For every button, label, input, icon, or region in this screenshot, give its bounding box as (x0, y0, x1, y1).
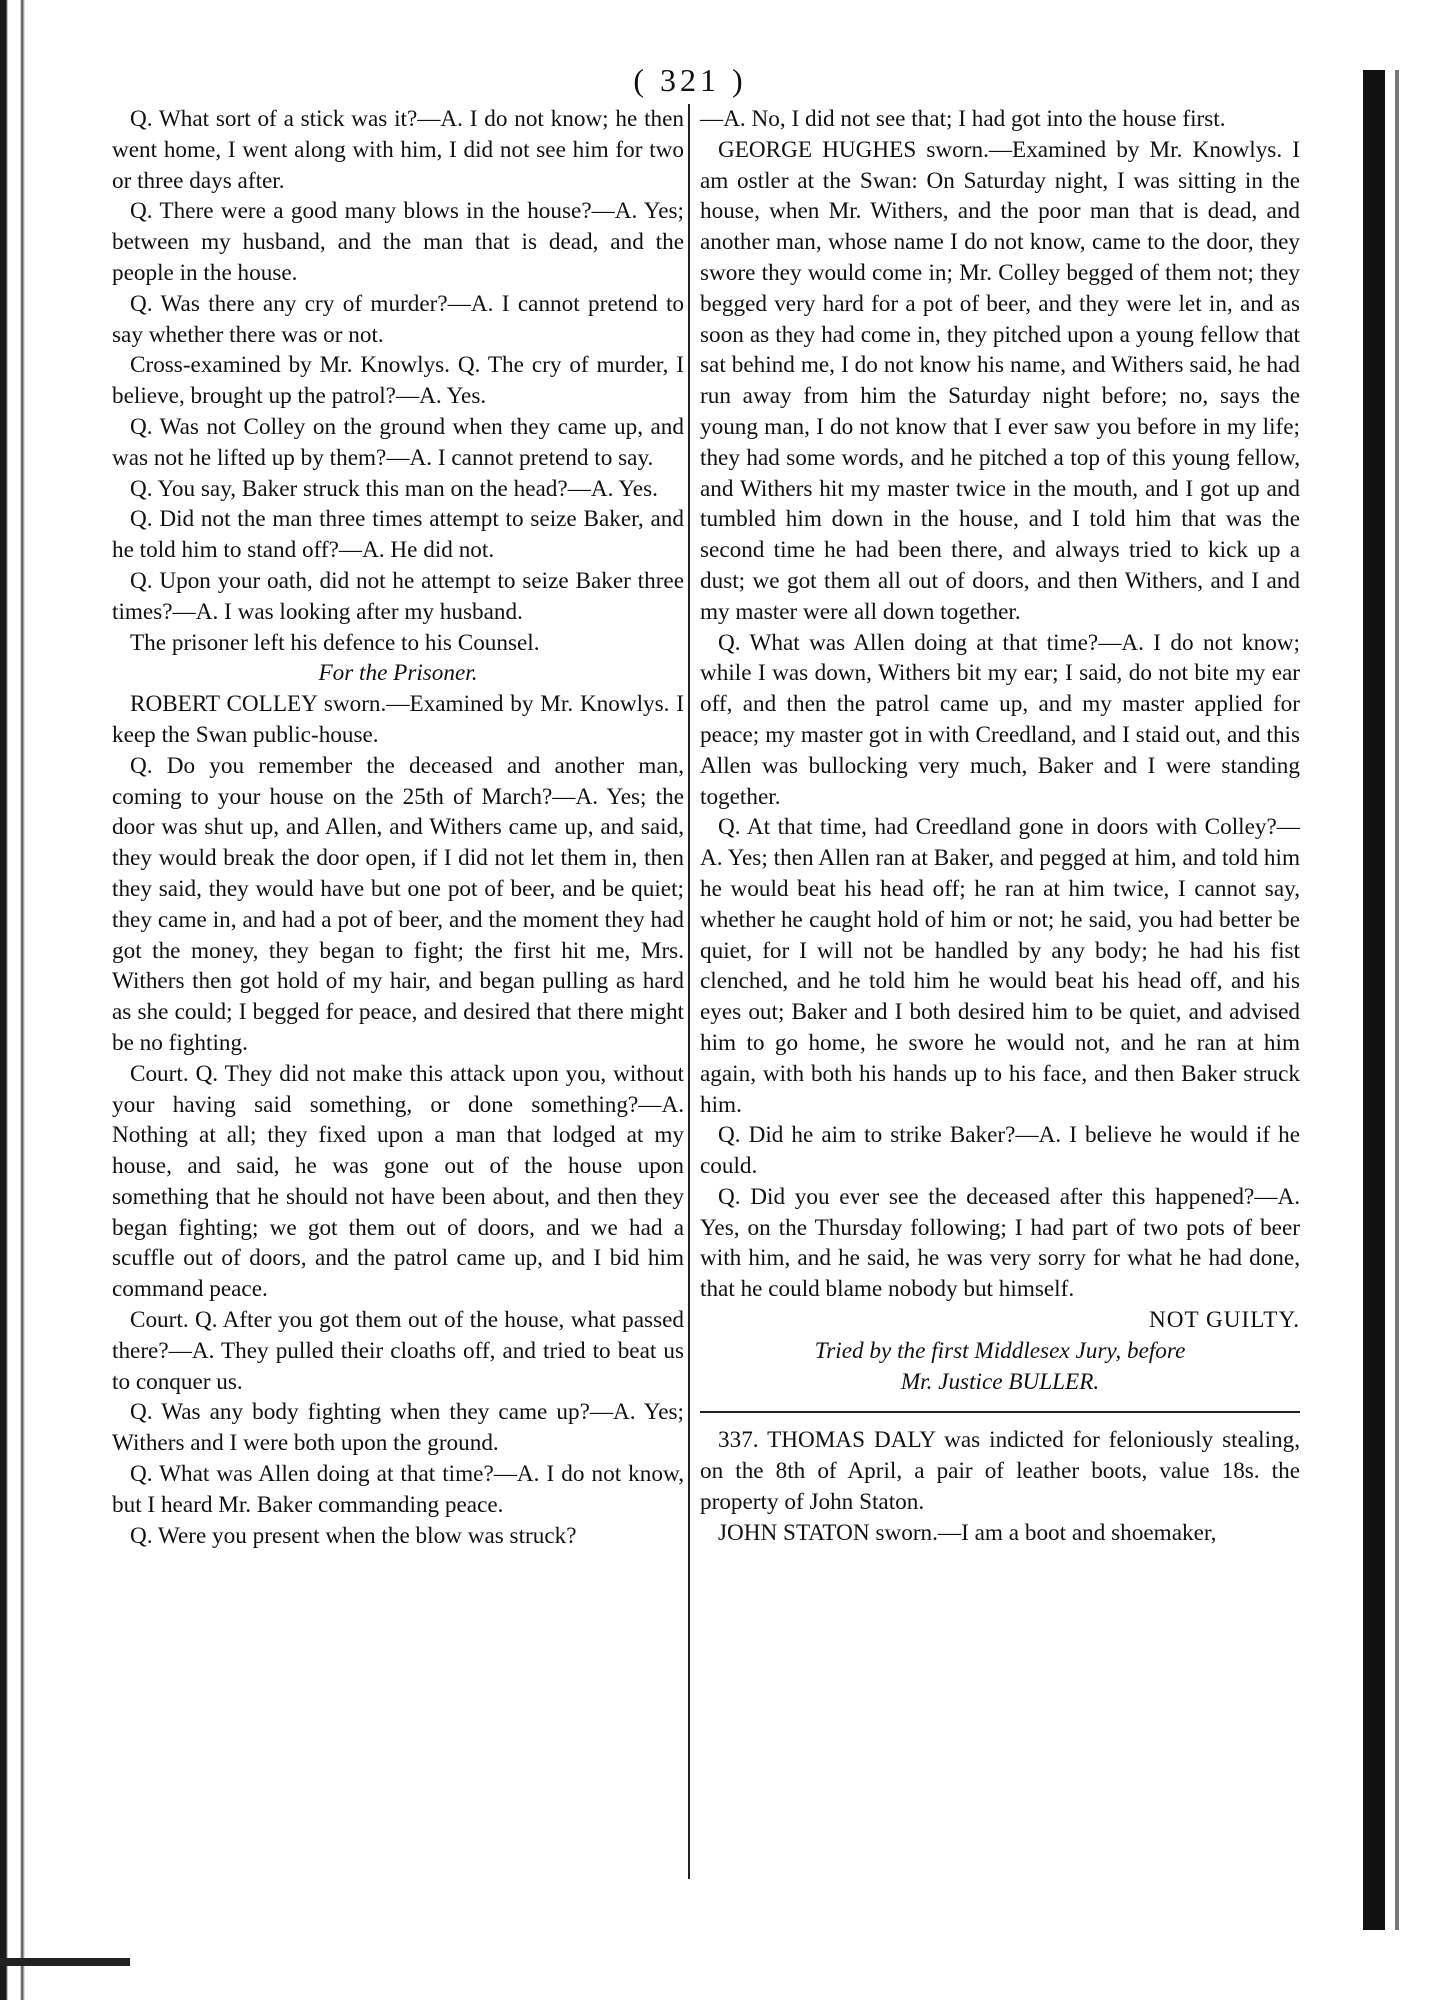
verdict: NOT GUILTY. (1149, 1307, 1300, 1334)
text-paragraph: Court. Q. They did not make this attack upon you, without your having said something, or done something?—A. Nothing at all; they fixed upon a man that lodged at my house, and said, he was gone out of the house upon something that he should not have been about, and then they began fighting; we got them out of doors, and we had a scuffle out of doors, and the patrol came up, and I bid him command peace. (112, 1060, 684, 1303)
text-paragraph: Q. What was Allen doing at that time?—A. I do not know, but I heard Mr. Baker commanding peace. (112, 1461, 684, 1518)
scan-bottom-mark (0, 1958, 130, 1966)
text-paragraph: Q. What was Allen doing at that time?—A. I do not know; while I was down, Withers bit my ear; I said, do not bite my ear off, and then the patrol came up, and my master applied for peace; my master got in with Creedland, and I staid out, and this Allen was bullocking very much, Baker and I were standing together. (700, 629, 1300, 810)
text-paragraph: The prisoner left his defence to his Counsel. (130, 629, 540, 656)
text-paragraph: —A. No, I did not see that; I had got into the house first. (700, 106, 1226, 132)
page-number: ( 321 ) (633, 62, 747, 98)
text-paragraph: Q. There were a good many blows in the house?—A. Yes; between my husband, and the man that is dead, and the people in the house. (112, 198, 684, 286)
left-column (112, 104, 684, 1551)
scan-binding-edge (0, 0, 48, 2000)
text-paragraph: Q. What sort of a stick was it?—A. I do not know; he then went home, I went along with him, I did not see him for two or three days after. (112, 106, 684, 194)
scan-right-edge-line (1395, 70, 1399, 1930)
text-paragraph: Q. Was any body fighting when they came up?—A. Yes; Withers and I were both upon the ground. (112, 1399, 684, 1457)
section-heading: Mr. Justice BULLER. (900, 1368, 1100, 1395)
text-paragraph: Q. At that time, had Creedland gone in doors with Colley?—A. Yes; then Allen ran at Baker, and pegged at him, and told him he would beat his head off; he ran at him twice, I cannot say, whether he caught hold of him or not; he said, you had better be quiet, for I will not be handled by any body; he had his fist clenched, and he told him he would beat his head off, and his eyes out; Baker and I both desired him to be quiet, and advised him to go home, he swore he would not, and he ran at him again, with both his hands up to his face, and then Baker struck him. (700, 814, 1300, 1118)
text-paragraph: Q. Upon your oath, did not he attempt to seize Baker three times?—A. I was looking after my husband. (112, 567, 684, 625)
text-paragraph: ROBERT COLLEY sworn.—Examined by Mr. Knowlys. I keep the Swan public-house. (112, 691, 684, 748)
text-paragraph: Q. Did you ever see the deceased after this happened?—A. Yes, on the Thursday following; I had part of two pots of beer with him, and he said, he was very sorry for what he had done, that he could blame nobody but himself. (700, 1183, 1300, 1303)
text-paragraph: Court. Q. After you got them out of the house, what passed there?—A. They pulled their cloaths off, and tried to beat us to conquer us. (112, 1307, 684, 1395)
text-paragraph: Q. Was not Colley on the ground when they came up, and was not he lifted up by them?—A. I cannot pretend to say. (112, 413, 684, 471)
text-paragraph: GEORGE HUGHES sworn.—Examined by Mr. Knowlys. I am ostler at the Swan: On Saturday night, I was sitting in the house, when Mr. Withers, and the poor man that is dead, and another man, whose name I do not know, came to the door, they swore they would come in; Mr. Colley begged of them not; they begged very hard for a pot of beer, and they were let in, and as soon as they had come in, they pitched upon a young fellow that sat behind me, I do not know his name, and Withers said, he had run away from him the Saturday night before; no, says the young man, I do not know that I ever saw you before in my life; they had some words, and he pitched a top of this young fellow, and Withers hit my master twice in the mouth, and I got up and tumbled him down in the house, and I told him that was the second time he had been there, and always tried to kick up a dust; we got them all out of doors, and then Withers, and I and my master were all down together. (700, 136, 1300, 625)
scan-right-margin-bar (1363, 70, 1385, 1930)
text-paragraph: Q. You say, Baker struck this man on the head?—A. Yes. (130, 475, 658, 502)
text-paragraph: Cross-examined by Mr. Knowlys. Q. The cry of murder, I believe, brought up the patrol?—A. Yes. (112, 352, 684, 410)
text-paragraph: Q. Was there any cry of murder?—A. I cannot pretend to say whether there was or not. (112, 290, 684, 348)
text-paragraph: Q. Were you present when the blow was struck? (130, 1522, 577, 1549)
text-paragraph: Q. Do you remember the deceased and another man, coming to your house on the 25th of March?—A. Yes; the door was shut up, and Allen, and Withers came up, and said, they would break the door open, if I did not let them in, then they said, they would have but one pot of beer, and be quiet; they came in, and had a pot of beer, and the moment they had got the money, they began to fight; the first hit me, Mrs. Withers then got hold of my hair, and began pulling as hard as she could; I begged for peace, and desired that there might be no fighting. (112, 752, 684, 1056)
text-paragraph: Q. Did he aim to strike Baker?—A. I believe he would if he could. (700, 1122, 1300, 1180)
text-paragraph: JOHN STATON sworn.—I am a boot and shoemaker, (718, 1519, 1217, 1546)
column-divider (688, 104, 690, 1879)
section-rule (700, 1411, 1300, 1413)
text-paragraph: Q. Did not the man three times attempt to seize Baker, and he told him to stand off?—A. He did not. (112, 506, 684, 564)
section-heading: Tried by the first Middlesex Jury, before (814, 1337, 1186, 1364)
text-paragraph: 337. THOMAS DALY was indicted for feloniously stealing, on the 8th of April, a pair of leather boots, value 18s. the property of John Staton. (700, 1427, 1300, 1516)
right-column (700, 104, 1300, 1549)
section-heading: For the Prisoner. (318, 660, 478, 687)
